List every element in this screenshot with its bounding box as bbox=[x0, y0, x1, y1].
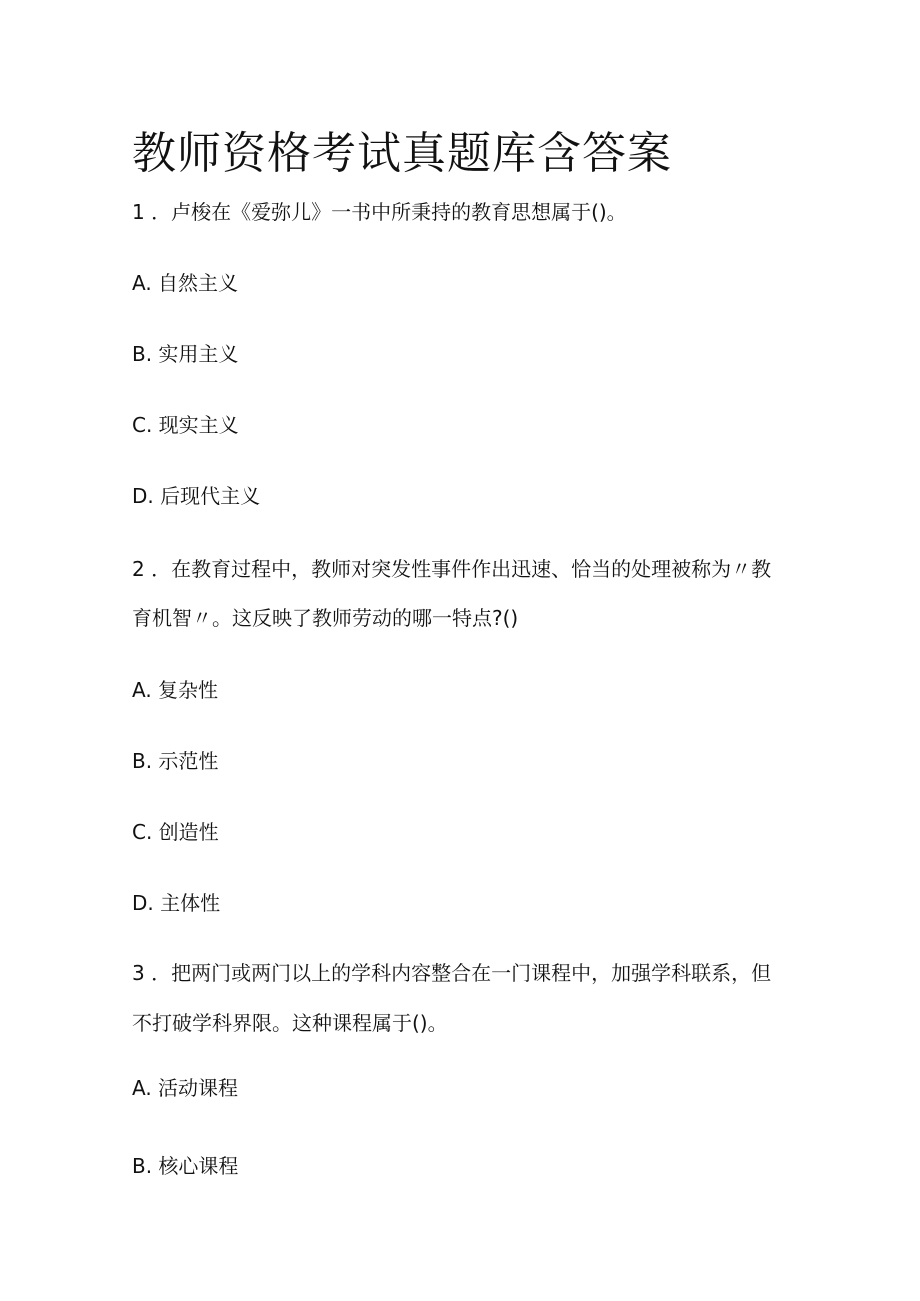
question-1-option-c: C. 现实主义 bbox=[132, 413, 239, 437]
question-3-stem-line-1: 3 ．把两门或两门以上的学科内容整合在一门课程中，加强学科联系，但 bbox=[132, 961, 772, 985]
question-3-option-b: B. 核心课程 bbox=[132, 1154, 239, 1178]
question-2-option-d: D. 主体性 bbox=[132, 891, 221, 915]
document-title: 教师资格考试真题库含答案 bbox=[132, 128, 672, 179]
question-3-stem-line-2: 不打破学科界限。这种课程属于()。 bbox=[132, 1011, 448, 1035]
question-1-option-b: B. 实用主义 bbox=[132, 342, 239, 366]
question-2-option-c: C. 创造性 bbox=[132, 820, 219, 844]
question-2-stem-line-1: 2 ．在教育过程中，教师对突发性事件作出迅速、恰当的处理被称为〃教 bbox=[132, 557, 772, 581]
question-3-option-a: A. 活动课程 bbox=[132, 1076, 239, 1100]
question-1-option-a: A. 自然主义 bbox=[132, 271, 239, 295]
question-1-stem: 1 ．卢梭在《爱弥儿》一书中所秉持的教育思想属于()。 bbox=[132, 200, 627, 224]
question-2-option-b: B. 示范性 bbox=[132, 749, 219, 773]
question-2-option-a: A. 复杂性 bbox=[132, 678, 219, 702]
question-1-option-d: D. 后现代主义 bbox=[132, 484, 261, 508]
question-2-stem-line-2: 育机智〃。这反映了教师劳动的哪一特点?() bbox=[132, 606, 519, 630]
